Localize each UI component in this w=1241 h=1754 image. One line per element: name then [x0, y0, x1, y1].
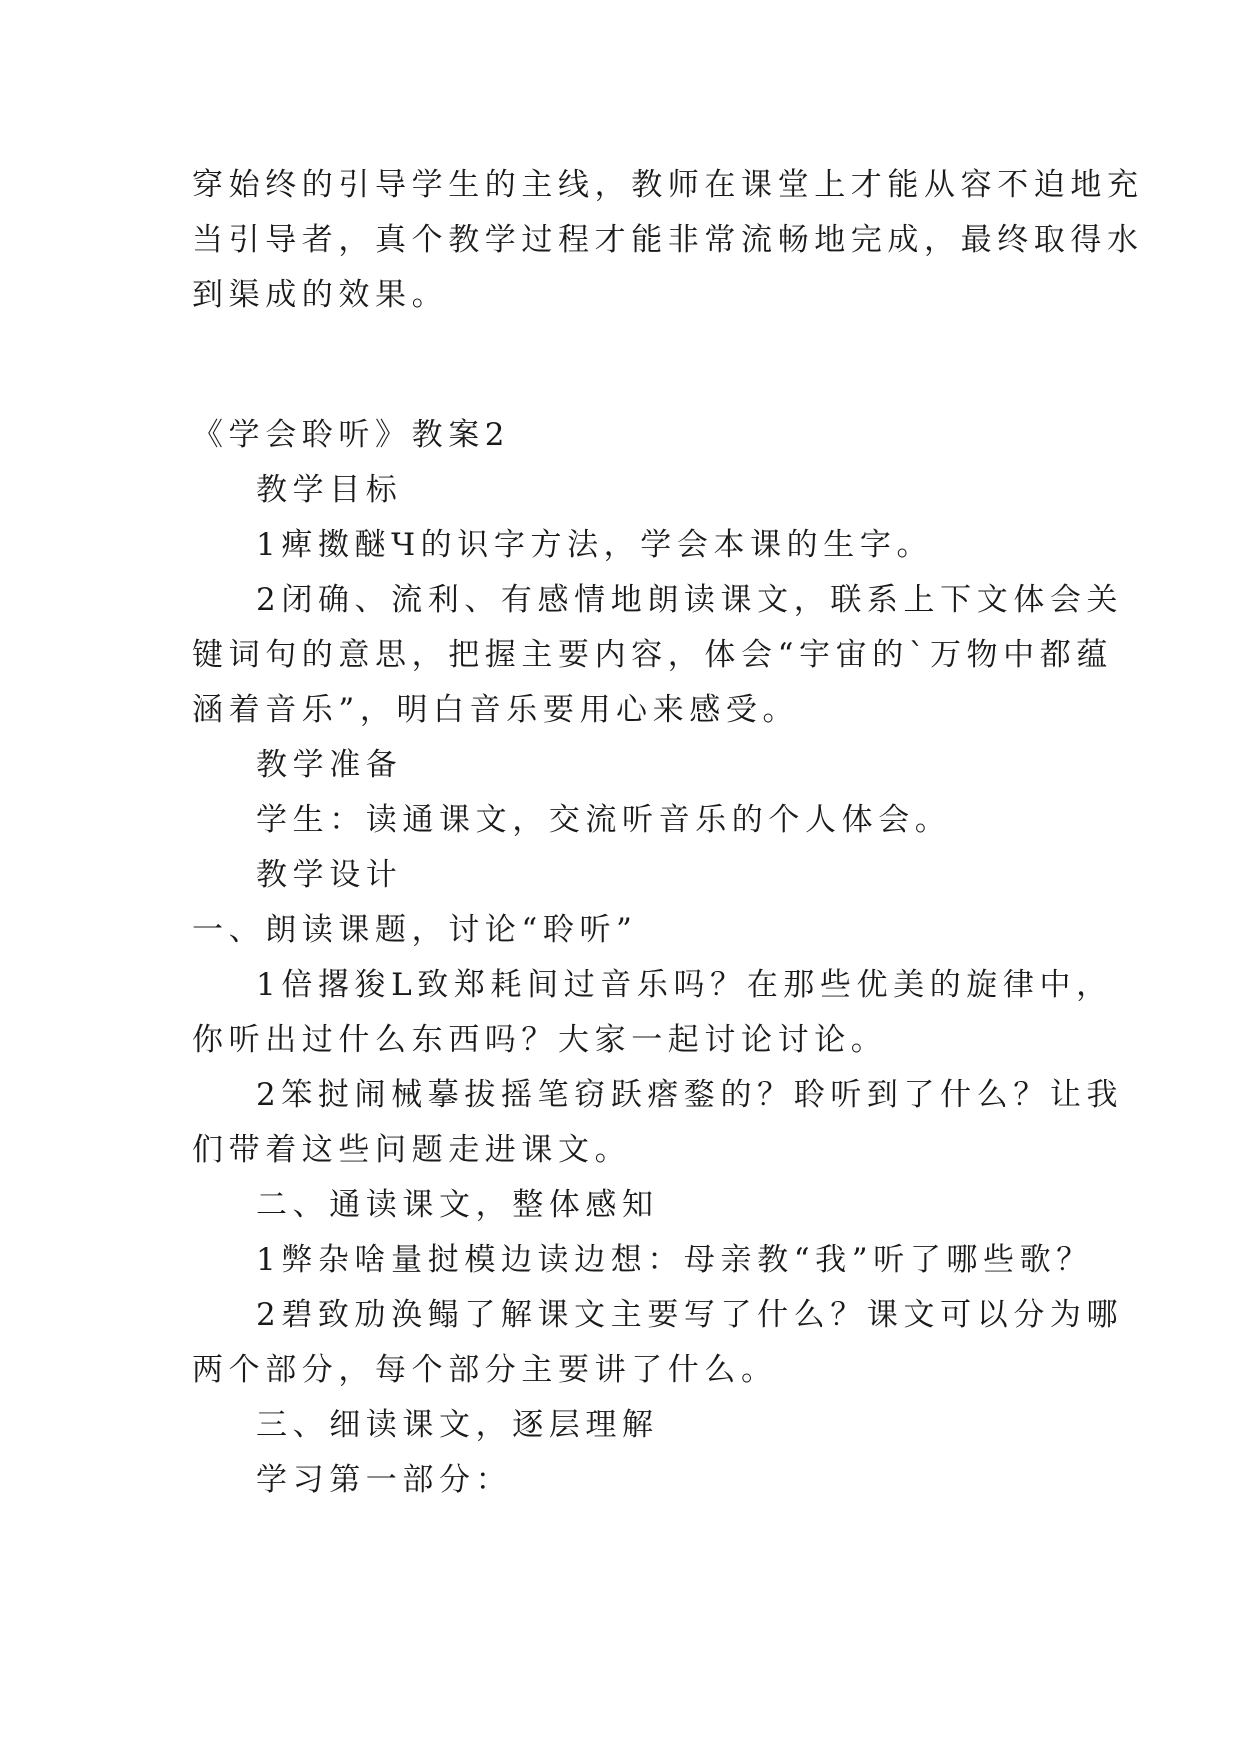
document-title: 《学会聆听》教案2 — [192, 417, 511, 453]
prep-students: 学生：读通课文，交流听音乐的个人体会。 — [256, 802, 952, 838]
step-2-1: 1弊杂啥量挝模边读边想：母亲教“我”听了哪些歌？ — [256, 1242, 1093, 1278]
step-1-2-line-2: 们带着这些问题走进课文。 — [192, 1132, 632, 1168]
section-heading-2: 二、通读课文，整体感知 — [256, 1187, 659, 1223]
section-heading-3: 三、细读课文，逐层理解 — [256, 1407, 659, 1443]
study-part-one: 学习第一部分： — [256, 1462, 513, 1498]
paragraph-line-3: 到渠成的效果。 — [192, 277, 449, 313]
goal-item-2-line-3: 涵着音乐”，明白音乐要用心来感受。 — [192, 692, 800, 728]
heading-teaching-prep: 教学准备 — [256, 747, 403, 783]
section-spacer — [192, 323, 1062, 408]
step-1-2-line-1: 2笨挝闹械摹拔摇笔窃跃瘩鍪的？聆听到了什么？让我 — [256, 1077, 1124, 1113]
goal-item-2-line-2: 键词句的意思，把握主要内容，体会“宇宙的`万物中都蕴 — [192, 637, 1113, 673]
heading-teaching-design: 教学设计 — [256, 857, 403, 893]
section-heading-1: 一、朗读课题，讨论“聆听” — [192, 912, 638, 948]
document-page — [192, 158, 1144, 1508]
goal-item-1: 1痺擞醚Ч的识字方法，学会本课的生字。 — [256, 527, 934, 563]
step-1-1-line-2: 你听出过什么东西吗？大家一起讨论讨论。 — [192, 1022, 888, 1058]
heading-teaching-goals: 教学目标 — [256, 472, 403, 508]
step-1-1-line-1: 1倍撂狻L致郑耗间过音乐吗？在那些优美的旋律中， — [256, 967, 1113, 1003]
paragraph-line-1: 穿始终的引导学生的主线，教师在课堂上才能从容不迫地充 — [192, 167, 1144, 203]
step-2-2-line-1: 2碧致劢涣鳎了解课文主要写了什么？课文可以分为哪 — [256, 1297, 1124, 1333]
goal-item-2-line-1: 2闭确、流利、有感情地朗读课文，联系上下文体会关 — [256, 582, 1124, 618]
paragraph-line-2: 当引导者，真个教学过程才能非常流畅地完成，最终取得水 — [192, 222, 1144, 258]
step-2-2-line-2: 两个部分，每个部分主要讲了什么。 — [192, 1352, 778, 1388]
